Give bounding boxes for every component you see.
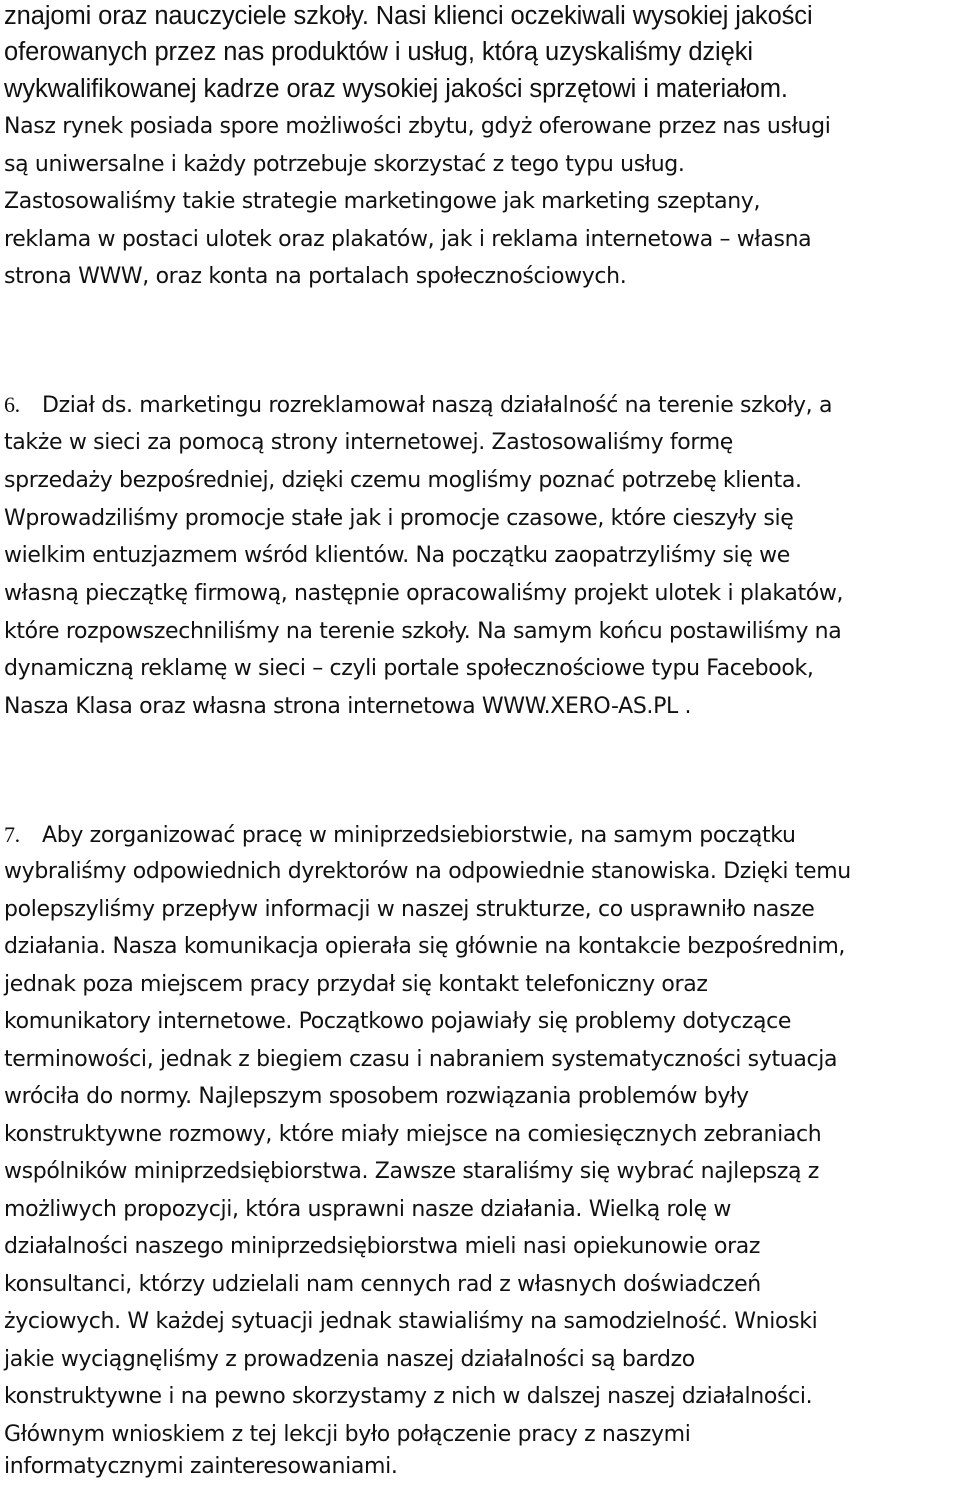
section-6-first-line [4,390,832,421]
section-7-line: konstruktywne rozmowy, które miały miejsce na comiesięcznych zebraniach [4,1122,822,1147]
paragraph-line: reklama w postaci ulotek oraz plakatów, jak i reklama internetowa – własna [4,227,812,252]
section-7-line: wróciła do normy. Najlepszym sposobem rozwiązania problemów były [4,1084,749,1109]
section-7-line: konsultanci, którzy udzielali nam cennych rad z własnych doświadczeń [4,1272,761,1297]
paragraph-line: oferowanych przez nas produktów i usług, którą uzyskaliśmy dzięki [4,38,753,66]
section-7-line: informatycznymi zainteresowaniami. [4,1454,398,1479]
section-7-number: 7. [4,822,20,847]
section-7-line: Głównym wnioskiem z tej lekcji było połączenie pracy z naszymi [4,1422,691,1447]
section-7-line: konstruktywne i na pewno skorzystamy z nich w dalszej naszej działalności. [4,1384,813,1409]
section-7-line: działania. Nasza komunikacja opierała się głównie na kontakcie bezpośrednim, [4,934,846,959]
section-7-line: terminowości, jednak z biegiem czasu i nabraniem systematyczności sytuacja [4,1047,838,1072]
paragraph-line: Zastosowaliśmy takie strategie marketingowe jak marketing szeptany, [4,189,761,214]
section-6-text: Dział ds. marketingu rozreklamował naszą działalność na terenie szkoły, a [42,393,833,418]
section-7-line: działalności naszego miniprzedsiębiorstwa mieli nasi opiekunowie oraz [4,1234,761,1259]
section-7-text: Aby zorganizować pracę w miniprzedsiebiorstwie, na samym początku [42,823,796,848]
section-6-line: sprzedaży bezpośredniej, dzięki czemu mogliśmy poznać potrzebę klienta. [4,468,802,493]
section-6-line: dynamiczną reklamę w sieci – czyli portale społecznościowe typu Facebook, [4,656,814,681]
section-6-line: Nasza Klasa oraz własna strona internetowa WWW.XERO-AS.PL . [4,694,692,719]
paragraph-line: Nasz rynek posiada spore możliwości zbytu, gdyż oferowane przez nas usługi [4,114,831,139]
section-7-line: komunikatory internetowe. Początkowo pojawiały się problemy dotyczące [4,1009,792,1034]
section-7-line: wspólników miniprzedsiębiorstwa. Zawsze staraliśmy się wybrać najlepszą z [4,1159,819,1184]
paragraph-line: są uniwersalne i każdy potrzebuje skorzystać z tego typu usług. [4,152,685,177]
section-7-line: możliwych propozycji, która usprawni nasze działania. Wielką rolę w [4,1197,732,1222]
section-7-line: polepszyliśmy przepływ informacji w naszej strukturze, co usprawniło nasze [4,897,815,922]
section-7-line: życiowych. W każdej sytuacji jednak stawialiśmy na samodzielność. Wnioski [4,1309,818,1334]
section-6-line: wielkim entuzjazmem wśród klientów. Na początku zaopatrzyliśmy się we [4,543,790,568]
paragraph-line: strona WWW, oraz konta na portalach społecznościowych. [4,264,627,289]
section-6-line: które rozpowszechniliśmy na terenie szkoły. Na samym końcu postawiliśmy na [4,619,842,644]
paragraph-line: wykwalifikowanej kadrze oraz wysokiej jakości sprzętowi i materiałom. [4,75,788,103]
section-7-first-line [4,820,796,851]
section-6-line: także w sieci za pomocą strony internetowej. Zastosowaliśmy formę [4,430,733,455]
section-7-line: jakie wyciągnęliśmy z prowadzenia naszej działalności są bardzo [4,1347,695,1372]
section-6-line: Wprowadziliśmy promocje stałe jak i promocje czasowe, które cieszyły się [4,506,794,531]
section-6-number: 6. [4,392,20,417]
section-6-line: własną pieczątkę firmową, następnie opracowaliśmy projekt ulotek i plakatów, [4,581,844,606]
section-7-line: jednak poza miejscem pracy przydał się kontakt telefoniczny oraz [4,972,708,997]
section-7-line: wybraliśmy odpowiednich dyrektorów na odpowiednie stanowiska. Dzięki temu [4,859,851,884]
paragraph-line: znajomi oraz nauczyciele szkoły. Nasi klienci oczekiwali wysokiej jakości [4,2,813,30]
